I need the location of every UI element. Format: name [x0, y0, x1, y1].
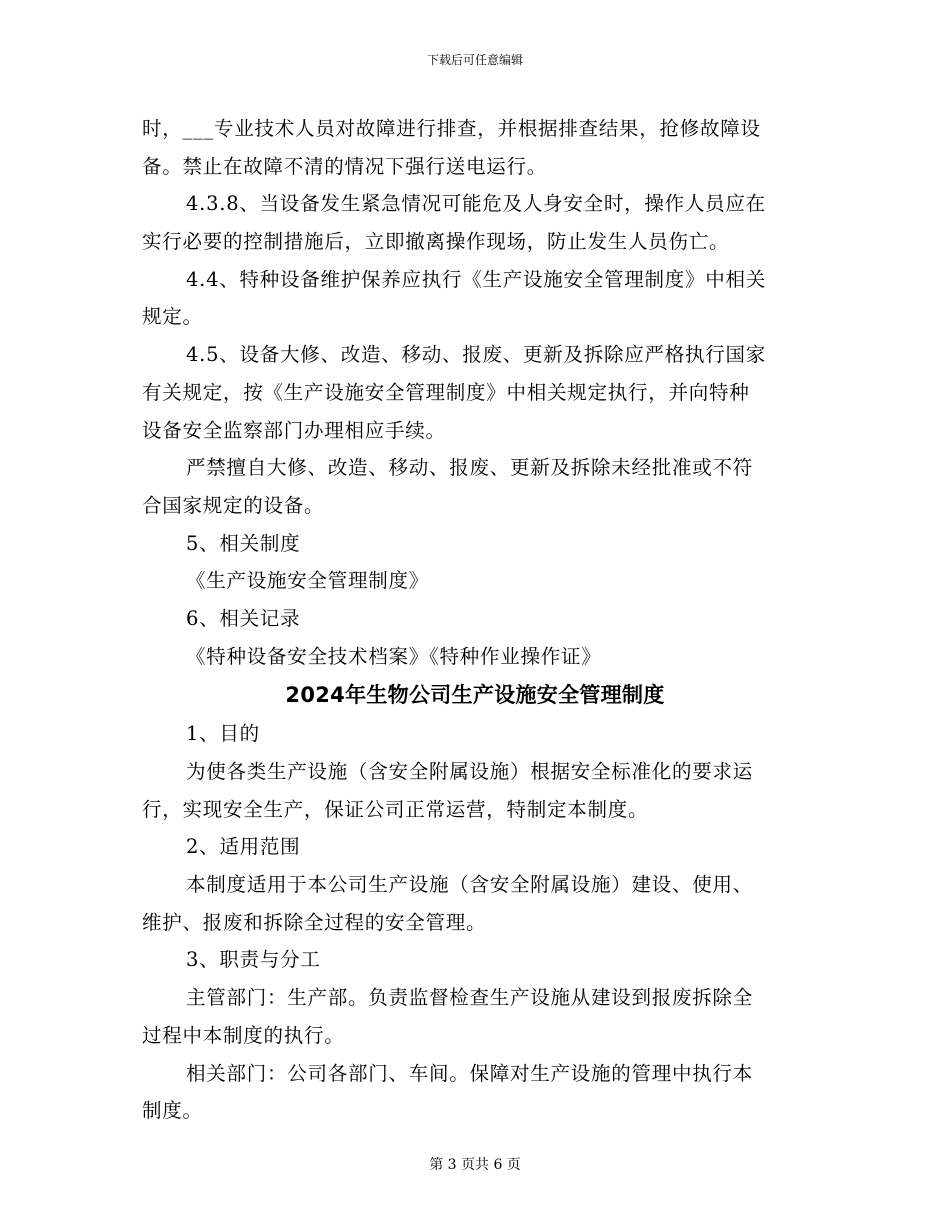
paragraph-line: 备。禁止在故障不清的情况下强行送电运行。: [142, 154, 548, 178]
paragraph-line: 2、适用范围: [186, 835, 301, 859]
paragraph: [142, 185, 808, 260]
paragraph-line: 有关规定，按《生产设施安全管理制度》中相关规定执行，并向特种: [142, 380, 750, 404]
page-footer: 第 3 页共 6 页: [429, 1157, 521, 1173]
paragraph-line: 规定。: [142, 305, 203, 329]
paragraph-line: 《生产设施安全管理制度》: [186, 569, 430, 593]
paragraph: [142, 600, 808, 638]
paragraph: [142, 336, 808, 449]
paragraph: [142, 562, 808, 600]
paragraph-line: 6、相关记录: [186, 606, 301, 630]
paragraph-line: 过程中本制度的执行。: [142, 1023, 345, 1047]
section-title: 2024年生物公司生产设施安全管理制度: [285, 683, 665, 708]
paragraph-line: 时，___专业技术人员对故障进行排查，并根据排查结果，抢修故障设: [142, 117, 761, 140]
paragraph: [142, 261, 808, 336]
paragraph-line: 主管部门：生产部。负责监督检查生产设施从建设到报废拆除全: [186, 986, 754, 1010]
page-header: 下载后可任意编辑: [426, 53, 523, 67]
paragraph: [142, 1055, 808, 1130]
paragraph-line: 制度。: [142, 1099, 203, 1123]
paragraph-line: 1、目的: [186, 722, 260, 746]
paragraph-line: 合国家规定的设备。: [142, 493, 325, 517]
paragraph-line: 严禁擅自大修、改造、移动、报废、更新及拆除未经批准或不符: [186, 456, 754, 480]
continued-section: [142, 110, 808, 675]
paragraph: [142, 715, 808, 753]
paragraph: [142, 525, 808, 563]
paragraph-line: 相关部门：公司各部门、车间。保障对生产设施的管理中执行本: [186, 1061, 754, 1085]
paragraph: [142, 110, 808, 185]
paragraph-line: 3、职责与分工: [186, 948, 321, 972]
paragraph: [142, 753, 808, 828]
paragraph-line: 行，实现安全生产，保证公司正常运营，特制定本制度。: [142, 797, 649, 821]
paragraph-line: 为使各类生产设施（含安全附属设施）根据安全标准化的要求运: [186, 760, 754, 783]
paragraph-line: 4.5、设备大修、改造、移动、报废、更新及拆除应严格执行国家: [186, 343, 767, 367]
paragraph: [142, 638, 808, 676]
paragraph-line: 5、相关制度: [186, 531, 301, 555]
paragraph-line: 维护、报废和拆除全过程的安全管理。: [142, 910, 487, 934]
new-section: [142, 715, 808, 1130]
paragraph-line: 《特种设备安全技术档案》《特种作业操作证》: [186, 644, 602, 668]
paragraph: [142, 979, 808, 1054]
paragraph-line: 4.4、特种设备维护保养应执行《生产设施安全管理制度》中相关: [186, 267, 767, 291]
paragraph: [142, 866, 808, 941]
paragraph: [142, 449, 808, 524]
paragraph: [142, 941, 808, 979]
paragraph: [142, 828, 808, 866]
paragraph-line: 4.3.8、当设备发生紧急情况可能危及人身安全时，操作人员应在: [186, 192, 766, 216]
paragraph-line: 实行必要的控制措施后，立即撤离操作现场，防止发生人员伤亡。: [142, 230, 730, 254]
paragraph-line: 本制度适用于本公司生产设施（含安全附属设施）建设、使用、: [186, 873, 754, 897]
document-body: [142, 110, 808, 1130]
paragraph-line: 设备安全监察部门办理相应手续。: [142, 418, 446, 442]
